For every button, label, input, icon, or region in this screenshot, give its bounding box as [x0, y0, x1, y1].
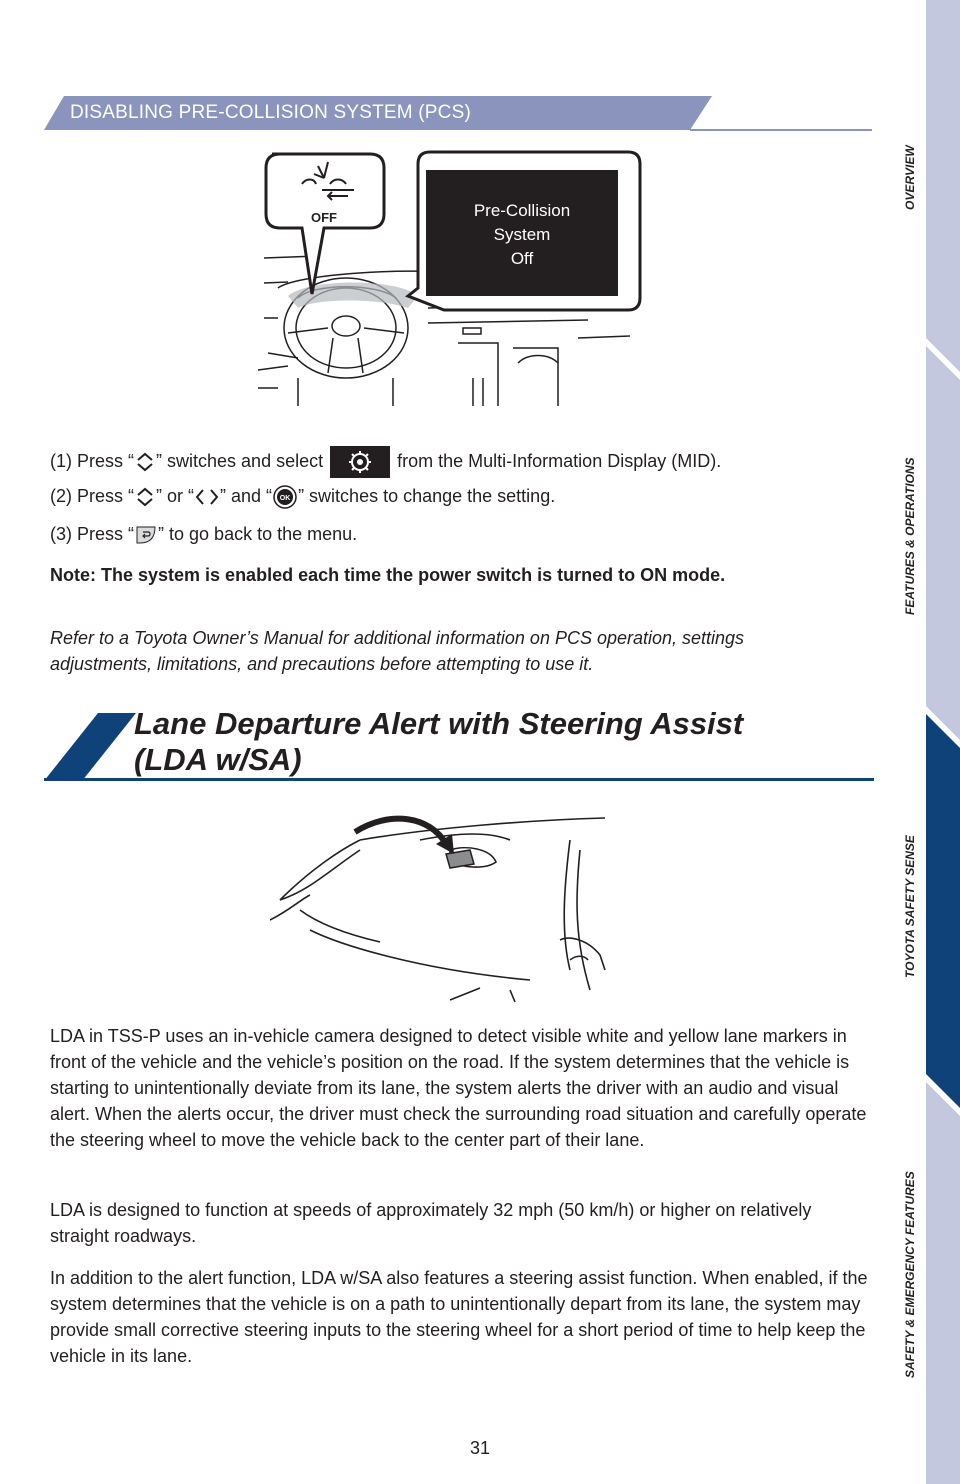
up-down-arrows-icon — [134, 486, 156, 508]
step-3-number: (3) — [50, 523, 72, 544]
step-1 — [50, 446, 721, 478]
step-3-text-b: ” to go back to the menu. — [158, 523, 358, 544]
tab-tss-label[interactable]: TOYOTA SAFETY SENSE — [903, 835, 917, 978]
left-right-arrows-icon — [194, 486, 220, 508]
mid-text-line1: Pre-Collision — [473, 201, 571, 220]
tab-features-label[interactable]: FEATURES & OPERATIONS — [903, 457, 917, 615]
tab-safety-label[interactable]: SAFETY & EMERGENCY FEATURES — [903, 1171, 917, 1378]
refer-text: Refer to a Toyota Owner’s Manual for additional information on PCS operation, settings adjustments, limitations, and precautions before attempting to use it. — [50, 628, 745, 674]
tab-overview-label[interactable]: OVERVIEW — [903, 145, 917, 210]
step-1-text-c: from the Multi-Information Display (MID). — [397, 450, 722, 471]
section-title — [134, 706, 854, 778]
paragraph-lda-overview: LDA in TSS-P uses an in-vehicle camera designed to detect visible white and yellow lane markers in front of the vehicle and the vehicle’s position on the road. If the system determines that the vehicle is starting to unintentionally deviate from its lane, the system alerts the driver with an audio and visual alert. When the alerts occur, the driver must check the surrounding road situation and carefully operate the steering wheel to move the vehicle back to the center part of their lane. — [50, 1026, 867, 1150]
back-button-icon — [134, 523, 158, 547]
windshield-camera-illustration — [270, 810, 610, 1005]
step-3 — [50, 523, 357, 547]
pointer-arrow — [355, 819, 446, 844]
paragraph-lda-speed: LDA is designed to function at speeds of approximately 32 mph (50 km/h) or higher on relatively straight roadways. — [50, 1200, 812, 1246]
step-2-number: (2) — [50, 485, 72, 506]
svg-text:OK: OK — [279, 495, 291, 502]
pcs-off-label: OFF — [311, 210, 337, 225]
step-2-text-b: ” or “ — [156, 485, 195, 506]
ok-button-icon — [272, 484, 298, 510]
step-1-number: (1) — [50, 450, 72, 471]
settings-gear-icon — [330, 446, 390, 478]
section-title-rule — [44, 778, 874, 781]
tab-tss-bg[interactable] — [926, 714, 960, 1108]
section-header-rule — [690, 129, 872, 131]
step-2-text-c: ” and “ — [220, 485, 273, 506]
section-title-line1: Lane Departure Alert with Steering Assist — [134, 706, 744, 741]
step-1-text-b: ” switches and select — [156, 450, 324, 471]
tab-safety-bg[interactable] — [926, 1082, 960, 1484]
page-number: 31 — [469, 1438, 491, 1458]
paragraph-lda-steering-assist: In addition to the alert function, LDA w/SA also features a steering assist function. When enabled, if the system determines that the vehicle is on a path to unintentionally depart from its lane, the system may provide small corrective steering inputs to the steering wheel for a short period of time to help keep the vehicle in its lane. — [50, 1268, 868, 1366]
sidebar-tabs-graphic — [926, 0, 960, 1484]
camera-unit — [446, 850, 474, 868]
step-1-text-a: Press “ — [77, 450, 135, 471]
tab-overview-bg[interactable] — [926, 0, 960, 372]
mid-text-line3: Off — [510, 249, 534, 268]
step-2-text-d: ” switches to change the setting. — [298, 485, 556, 506]
section-title-accent — [44, 713, 136, 781]
note-text: Note: The system is enabled each time the power switch is turned to ON mode. — [50, 565, 726, 585]
step-2 — [50, 484, 555, 510]
dashboard-illustration — [258, 148, 643, 408]
section-title-line2: (LDA w/SA) — [134, 742, 302, 777]
step-2-text-a: Press “ — [77, 485, 135, 506]
tab-features-bg[interactable] — [926, 346, 960, 740]
section-header-label: DISABLING PRE-COLLISION SYSTEM (PCS) — [70, 102, 472, 123]
step-3-text-a: Press “ — [77, 523, 135, 544]
up-down-arrows-icon — [134, 451, 156, 473]
mid-text-line2: System — [493, 225, 551, 244]
